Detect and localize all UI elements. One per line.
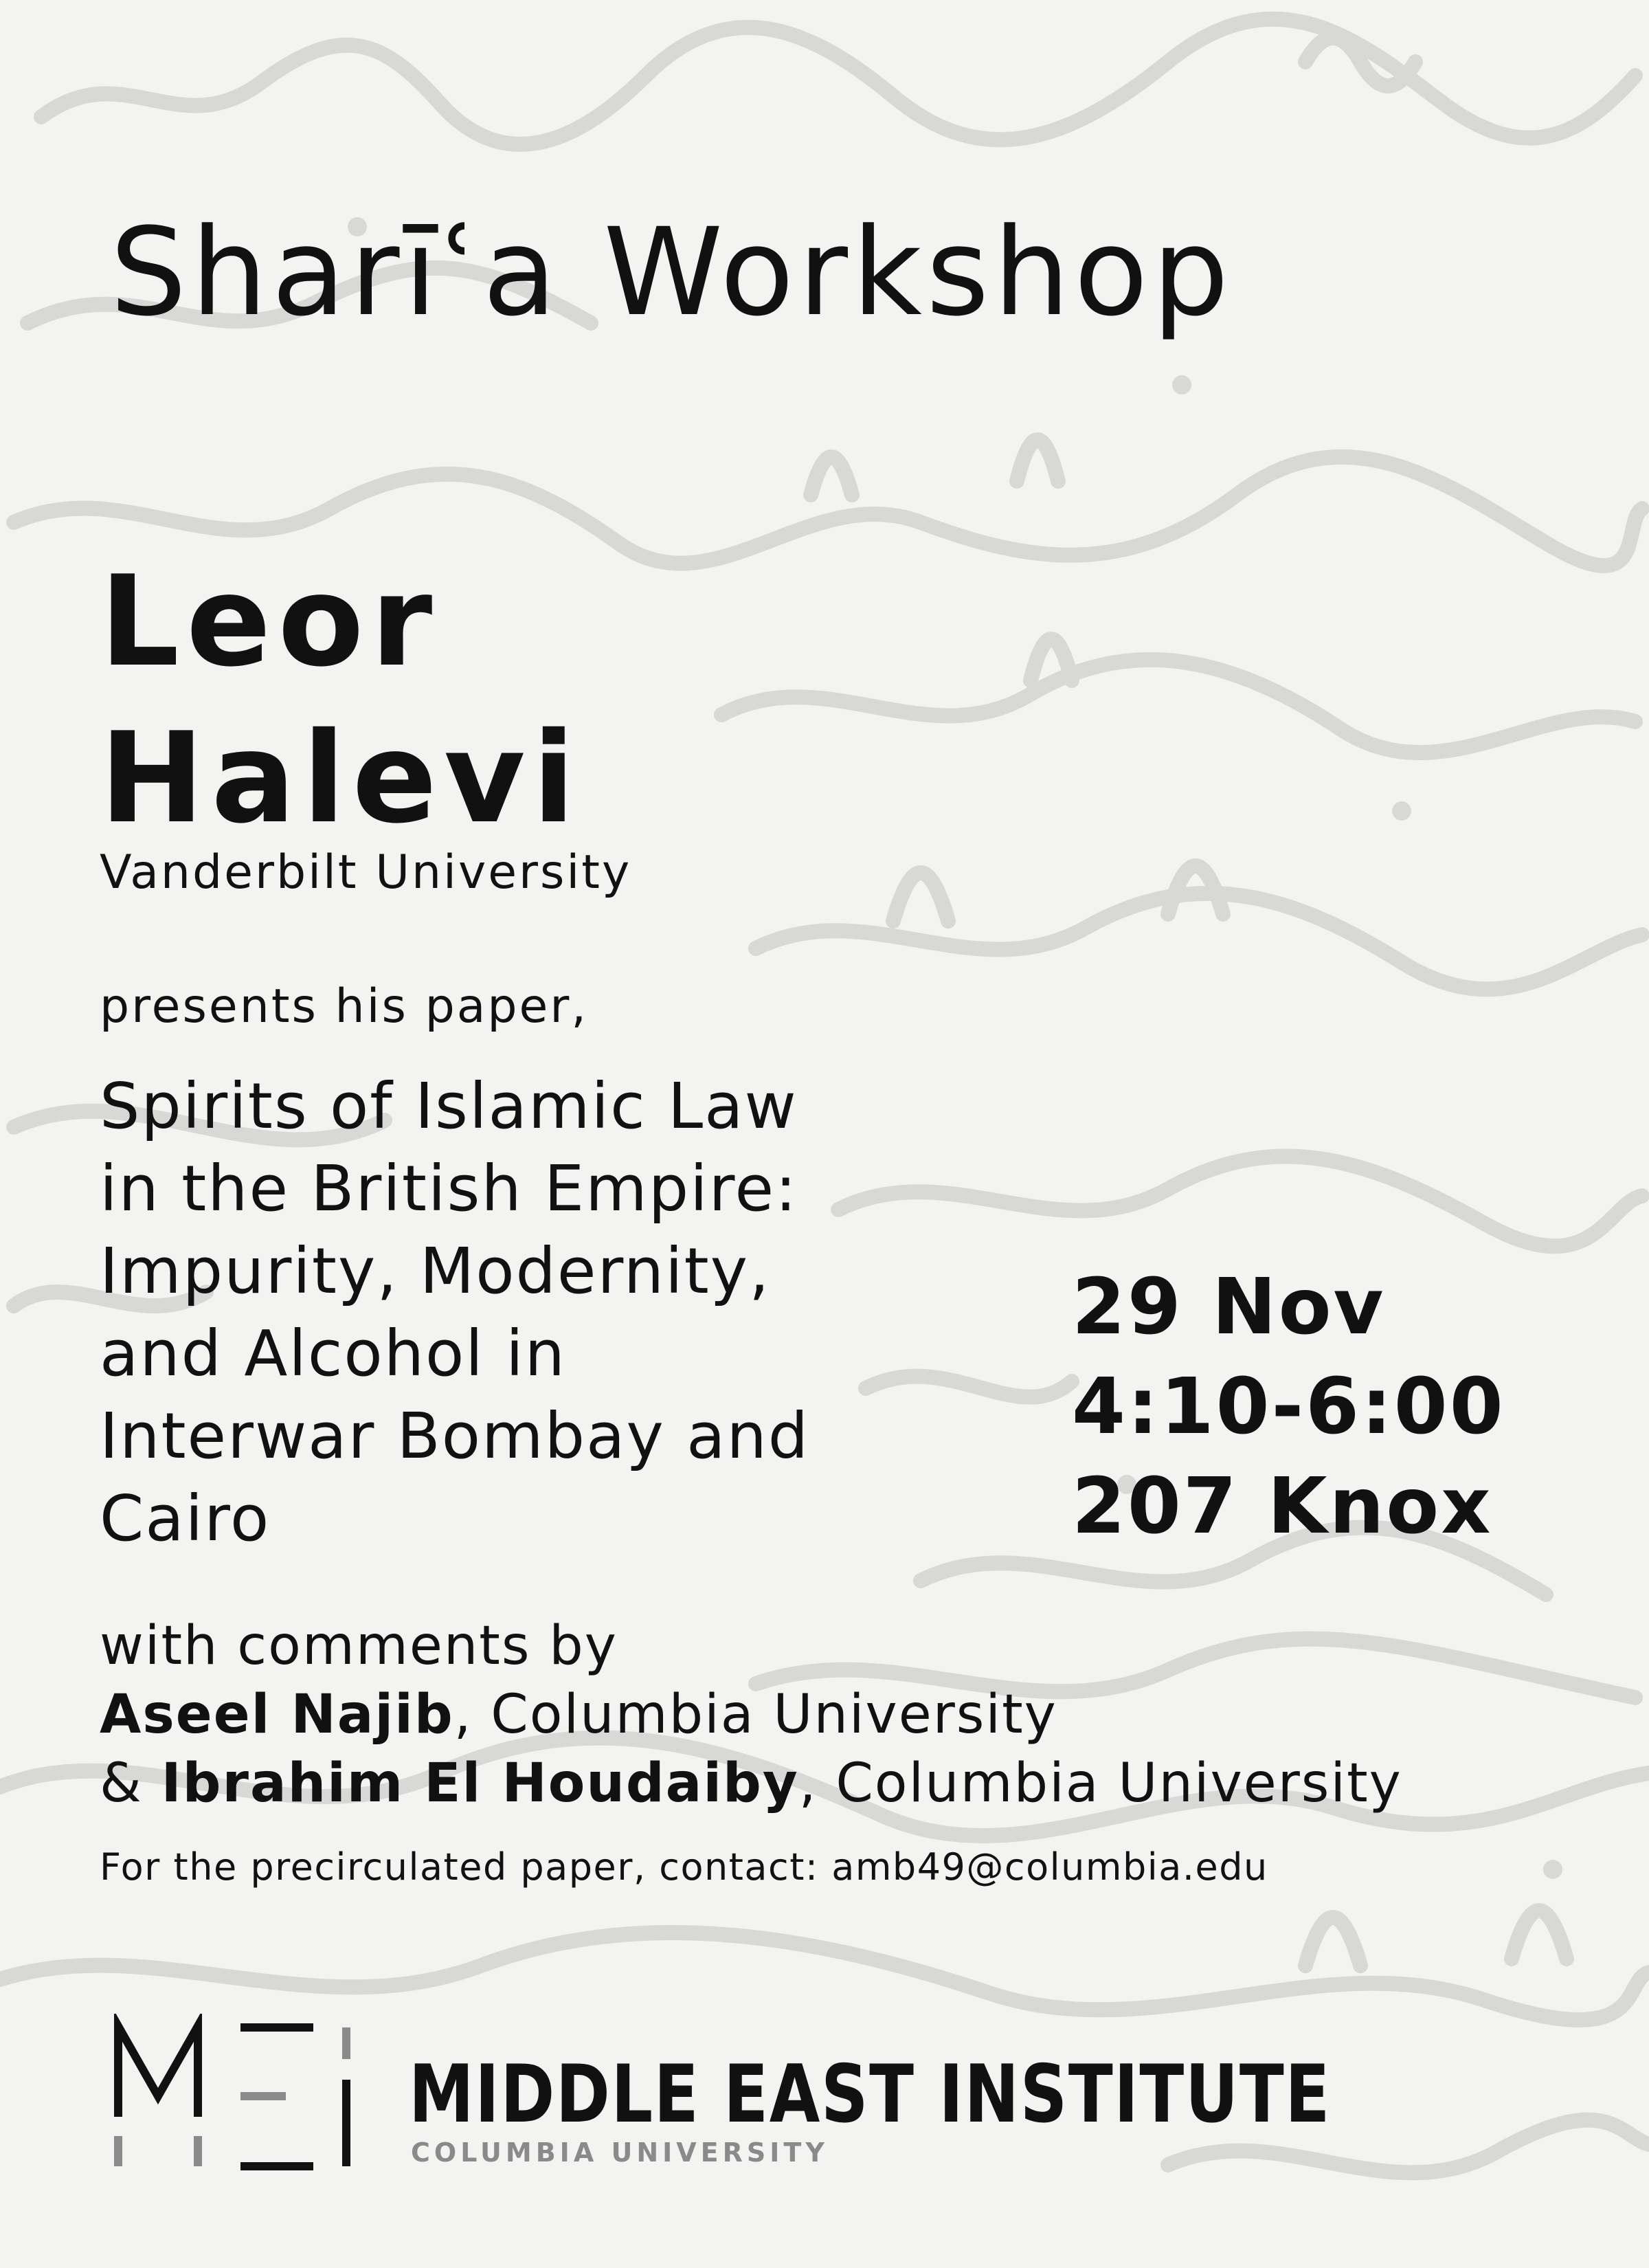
commentator-2-name: Ibrahim El Houdaiby [161, 1753, 799, 1814]
comments-intro: with comments by [100, 1615, 618, 1677]
speaker-first-name: Leor [100, 548, 440, 694]
paper-title-line: Impurity, Modernity, [100, 1234, 771, 1308]
paper-title-line: Spirits of Islamic Law [100, 1069, 798, 1143]
conjunction: & [100, 1753, 161, 1814]
commentator-2 [100, 1749, 1402, 1818]
commentator-2-affiliation: , Columbia University [798, 1753, 1402, 1814]
presents-text: presents his paper, [100, 979, 588, 1034]
event-details [1072, 1258, 1505, 1557]
speaker-last-name: Halevi [100, 705, 582, 851]
paper-title-line: Cairo [100, 1482, 271, 1555]
paper-title-line: and Alcohol in [100, 1317, 566, 1390]
paper-title [100, 1065, 924, 1560]
event-time: 4:10-6:00 [1072, 1362, 1505, 1452]
event-date: 29 Nov [1072, 1263, 1386, 1352]
speaker-affiliation: Vanderbilt University [100, 845, 632, 900]
paper-title-line: in the British Empire: [100, 1152, 798, 1225]
speaker-name [100, 543, 582, 856]
institute-subtitle: COLUMBIA UNIVERSITY [411, 2137, 829, 2168]
contact-line: For the precirculated paper, contact: amb49@columbia.edu [100, 1845, 1268, 1889]
commentator-1-affiliation: , Columbia University [453, 1684, 1057, 1746]
comments-block [100, 1612, 1402, 1818]
commentator-1 [100, 1680, 1402, 1749]
institute-name: MIDDLE EAST INSTITUTE [409, 2048, 1331, 2141]
workshop-title: Sharīʿa Workshop [110, 202, 1233, 343]
paper-title-line: Interwar Bombay and [100, 1399, 810, 1473]
event-room: 207 Knox [1072, 1462, 1493, 1551]
commentator-1-name: Aseel Najib [100, 1684, 454, 1746]
mei-logo-icon [110, 2014, 357, 2179]
